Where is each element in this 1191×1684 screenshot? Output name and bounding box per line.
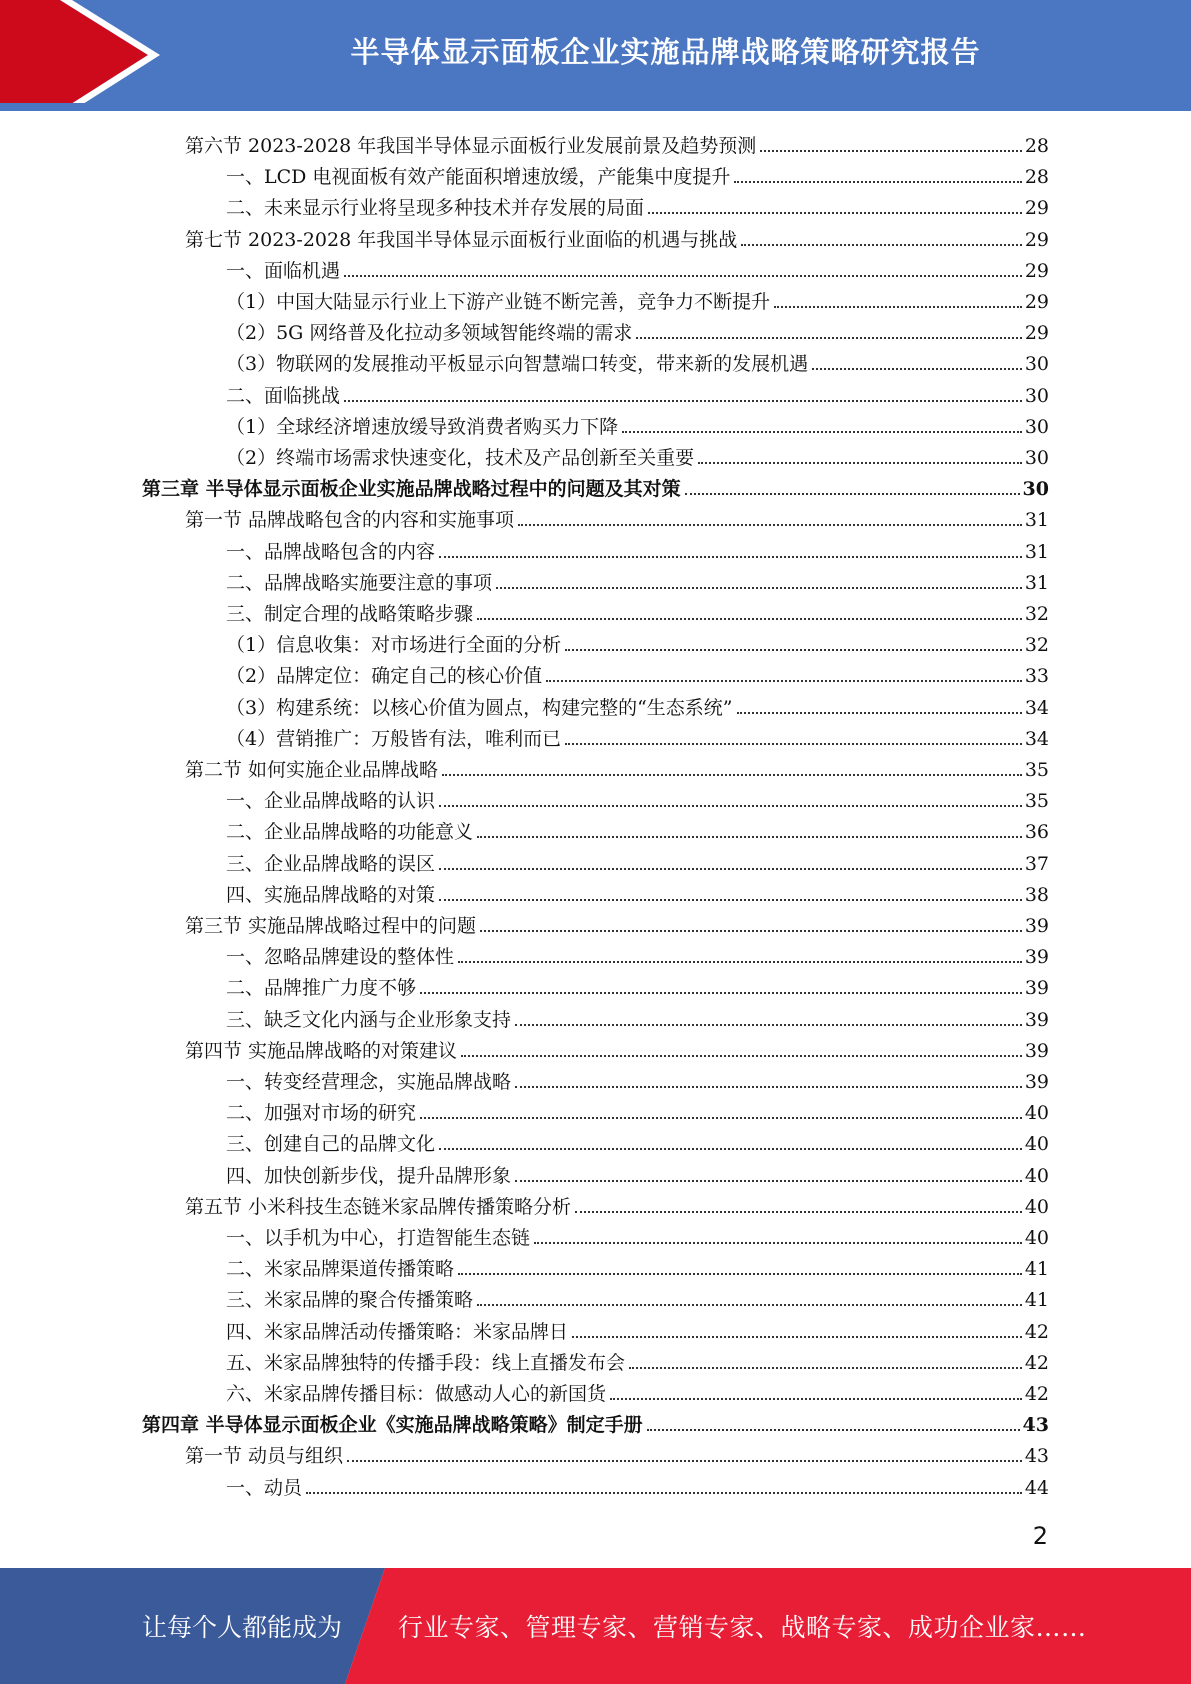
toc-leader-dots [344, 274, 1022, 277]
toc-leader-dots [610, 1397, 1022, 1400]
toc-leader-dots [477, 1303, 1022, 1306]
toc-entry-title: 一、动员 [226, 1476, 303, 1499]
footer-slogan-left: 让每个人都能成为 [142, 1613, 343, 1642]
toc-entry-title: 第四章 半导体显示面板企业《实施品牌战略策略》制定手册 [142, 1414, 643, 1437]
footer-slogan-right: 行业专家、管理专家、营销专家、战略专家、成功企业家…… [398, 1613, 1087, 1642]
toc-entry-page: 41 [1024, 1289, 1049, 1312]
toc-entry[interactable] [226, 1094, 1049, 1125]
toc-entry[interactable] [226, 1469, 1049, 1500]
toc-leader-dots [812, 367, 1022, 370]
toc-entry[interactable] [226, 283, 1049, 314]
toc-entry[interactable] [226, 1125, 1049, 1156]
toc-entry-title: 第三节 实施品牌战略过程中的问题 [185, 915, 477, 937]
toc-entry[interactable] [226, 720, 1049, 751]
toc-entry[interactable] [185, 501, 1049, 532]
toc-entry-title: 三、企业品牌战略的误区 [226, 852, 436, 875]
toc-entry[interactable] [226, 876, 1049, 907]
toc-leader-dots [439, 898, 1022, 901]
toc-entry-page: 39 [1024, 1008, 1049, 1031]
toc-chapter-entry[interactable] [142, 470, 1049, 501]
toc-leader-dots [480, 929, 1022, 932]
toc-leader-dots [515, 1085, 1022, 1088]
toc-entry-title: （3）物联网的发展推动平板显示向智慧端口转变，带来新的发展机遇 [226, 353, 809, 376]
toc-entry[interactable] [226, 377, 1049, 408]
toc-entry-page: 32 [1024, 603, 1049, 625]
toc-entry-title: 第四节 实施品牌战略的对策建议 [185, 1039, 458, 1062]
toc-entry[interactable] [226, 1157, 1049, 1188]
toc-leader-dots [477, 617, 1022, 620]
toc-entry-page: 35 [1024, 790, 1049, 813]
toc-leader-dots [420, 1116, 1022, 1119]
toc-entry-page: 29 [1024, 259, 1049, 282]
toc-entry-page: 33 [1024, 665, 1049, 688]
toc-entry-title: （1）中国大陆显示行业上下游产业链不断完善，竞争力不断提升 [226, 291, 771, 313]
toc-entry[interactable] [226, 533, 1049, 564]
toc-entry-title: 一、品牌战略包含的内容 [226, 540, 436, 563]
toc-entry-title: 一、LCD 电视面板有效产能面积增速放缓，产能集中度提升 [226, 166, 731, 189]
toc-entry-title: 四、米家品牌活动传播策略：米家品牌日 [226, 1320, 569, 1343]
toc-entry[interactable] [226, 252, 1049, 283]
toc-entry-title: 二、米家品牌渠道传播策略 [226, 1258, 455, 1281]
toc-entry-page: 30 [1024, 353, 1049, 376]
toc-entry-title: 二、企业品牌战略的功能意义 [226, 821, 474, 844]
toc-entry-page: 35 [1024, 759, 1049, 781]
toc-leader-dots [461, 1054, 1022, 1057]
toc-entry-page: 31 [1024, 540, 1049, 563]
toc-entry-title: （1）信息收集：对市场进行全面的分析 [226, 634, 562, 657]
toc-entry-title: （3）构建系统：以核心价值为圆点，构建完整的“生态系统” [226, 696, 733, 719]
toc-entry-page: 39 [1024, 977, 1049, 1000]
toc-entry-title: 二、未来显示行业将呈现多种技术并存发展的局面 [226, 197, 645, 220]
toc-entry[interactable] [185, 907, 1049, 938]
toc-leader-dots [737, 711, 1022, 714]
toc-entry[interactable] [226, 657, 1049, 688]
toc-entry-title: 第一节 品牌战略包含的内容和实施事项 [185, 509, 515, 532]
toc-entry-title: 一、忽略品牌建设的整体性 [226, 946, 455, 969]
toc-entry[interactable] [226, 813, 1049, 844]
toc-entry-page: 43 [1022, 1414, 1049, 1437]
toc-leader-dots [685, 492, 1020, 495]
toc-leader-dots [774, 305, 1022, 308]
toc-leader-dots [648, 211, 1022, 214]
toc-leader-dots [760, 149, 1022, 152]
toc-entry-title: （2）5G 网络普及化拉动多领域智能终端的需求 [226, 322, 633, 345]
toc-entry[interactable] [226, 1250, 1049, 1281]
toc-entry-page: 39 [1024, 1071, 1049, 1093]
toc-entry[interactable] [226, 1313, 1049, 1344]
toc-entry-title: 二、品牌推广力度不够 [226, 977, 417, 1000]
toc-leader-dots [306, 1491, 1022, 1494]
toc-leader-dots [439, 867, 1022, 870]
toc-entry[interactable] [185, 1437, 1049, 1468]
toc-entry-page: 34 [1024, 727, 1049, 750]
toc-entry-title: 第五节 小米科技生态链米家品牌传播策略分析 [185, 1195, 572, 1218]
toc-entry[interactable] [226, 564, 1049, 595]
toc-entry-page: 31 [1024, 509, 1049, 532]
toc-entry[interactable] [226, 595, 1049, 626]
toc-leader-dots [515, 1023, 1022, 1026]
toc-entry[interactable] [226, 969, 1049, 1000]
toc-entry[interactable] [226, 439, 1049, 470]
toc-leader-dots [565, 742, 1022, 745]
toc-entry-page: 42 [1024, 1320, 1049, 1343]
toc-leader-dots [515, 1179, 1022, 1182]
toc-entry[interactable] [226, 1375, 1049, 1406]
toc-leader-dots [442, 773, 1022, 776]
toc-entry-page: 30 [1024, 447, 1049, 469]
toc-entry-page: 31 [1024, 571, 1049, 594]
toc-entry[interactable] [226, 626, 1049, 657]
toc-entry-title: 四、实施品牌战略的对策 [226, 883, 436, 906]
toc-leader-dots [458, 1272, 1022, 1275]
toc-entry-page: 28 [1024, 135, 1049, 157]
toc-leader-dots [629, 1366, 1022, 1369]
toc-chapter-entry[interactable] [142, 1406, 1049, 1437]
toc-entry-page: 30 [1024, 415, 1049, 438]
toc-entry-title: 三、米家品牌的聚合传播策略 [226, 1289, 474, 1312]
toc-entry-title: 第二节 如何实施企业品牌战略 [185, 759, 439, 781]
toc-entry[interactable] [226, 1281, 1049, 1312]
toc-entry-page: 40 [1024, 1195, 1049, 1218]
toc-leader-dots [636, 336, 1021, 339]
toc-leader-dots [575, 1210, 1022, 1213]
toc-entry-page: 40 [1024, 1227, 1049, 1249]
report-title: 半导体显示面板企业实施品牌战略策略研究报告 [350, 34, 981, 69]
toc-entry[interactable] [226, 689, 1049, 720]
toc-entry[interactable] [226, 158, 1049, 189]
toc-entry[interactable] [226, 1001, 1049, 1032]
toc-entry[interactable] [226, 1344, 1049, 1375]
page-number: 2 [1032, 1522, 1048, 1550]
toc-leader-dots [622, 430, 1022, 433]
toc-entry-page: 39 [1024, 915, 1049, 937]
toc-entry-title: 五、米家品牌独特的传播手段：线上直播发布会 [226, 1351, 626, 1374]
toc-entry-title: （1）全球经济增速放缓导致消费者购买力下降 [226, 415, 619, 438]
toc-entry-page: 37 [1024, 852, 1049, 875]
toc-leader-dots [439, 555, 1022, 558]
toc-entry-title: 一、转变经营理念，实施品牌战略 [226, 1071, 512, 1093]
toc-entry-page: 40 [1024, 1164, 1049, 1187]
toc-entry-page: 30 [1024, 384, 1049, 407]
toc-leader-dots [534, 1241, 1022, 1244]
toc-leader-dots [439, 804, 1022, 807]
toc-leader-dots [565, 648, 1022, 651]
toc-entry-page: 41 [1024, 1258, 1049, 1281]
toc-entry-page: 32 [1024, 634, 1049, 657]
toc-entry-page: 38 [1024, 883, 1049, 906]
toc-entry-page: 36 [1024, 821, 1049, 844]
toc-leader-dots [496, 586, 1022, 589]
toc-entry-page: 29 [1024, 291, 1049, 313]
toc-leader-dots [439, 1147, 1022, 1150]
toc-leader-dots [572, 1335, 1022, 1338]
toc-entry[interactable] [226, 782, 1049, 813]
toc-entry-title: 一、面临机遇 [226, 259, 341, 282]
toc-leader-dots [477, 835, 1022, 838]
toc-leader-dots [518, 523, 1022, 526]
toc-leader-dots [347, 1459, 1022, 1462]
toc-entry-title: 六、米家品牌传播目标：做感动人心的新国货 [226, 1383, 607, 1405]
toc-entry-title: 第六节 2023-2028 年我国半导体显示面板行业发展前景及趋势预测 [185, 135, 757, 157]
toc-leader-dots [458, 960, 1022, 963]
toc-entry[interactable] [185, 221, 1049, 252]
toc-entry-page: 28 [1024, 166, 1049, 189]
toc-entry-title: 一、企业品牌战略的认识 [226, 790, 436, 813]
toc-entry[interactable] [226, 1063, 1049, 1094]
toc-leader-dots [546, 679, 1022, 682]
toc-leader-dots [698, 461, 1022, 464]
toc-entry-title: 一、以手机为中心，打造智能生态链 [226, 1227, 531, 1249]
toc-entry-page: 44 [1024, 1476, 1049, 1499]
page-footer [0, 1568, 1191, 1684]
toc-entry-page: 39 [1024, 946, 1049, 969]
toc-entry-title: 三、创建自己的品牌文化 [226, 1133, 436, 1156]
toc-entry[interactable] [185, 1032, 1049, 1063]
toc-entry-page: 40 [1024, 1133, 1049, 1156]
page-header [0, 0, 1191, 111]
toc-entry[interactable] [185, 1188, 1049, 1219]
toc-entry[interactable] [226, 938, 1049, 969]
toc-entry-title: （2）终端市场需求快速变化，技术及产品创新至关重要 [226, 447, 695, 469]
toc-leader-dots [734, 180, 1021, 183]
toc-entry-page: 34 [1024, 696, 1049, 719]
toc-entry-page: 29 [1024, 322, 1049, 345]
toc-entry[interactable] [185, 751, 1049, 782]
toc-entry[interactable] [226, 189, 1049, 220]
toc-entry[interactable] [226, 345, 1049, 376]
toc-entry-title: 第一节 动员与组织 [185, 1445, 344, 1468]
toc-entry[interactable] [226, 408, 1049, 439]
toc-entry-title: 三、缺乏文化内涵与企业形象支持 [226, 1008, 512, 1031]
toc-entry-page: 43 [1024, 1445, 1049, 1468]
toc-entry-title: 第七节 2023-2028 年我国半导体显示面板行业面临的机遇与挑战 [185, 228, 738, 251]
toc-entry-title: 第三章 半导体显示面板企业实施品牌战略过程中的问题及其对策 [142, 478, 681, 501]
toc-leader-dots [344, 399, 1022, 402]
toc-entry-page: 30 [1022, 478, 1049, 501]
toc-entry-title: （2）品牌定位：确定自己的核心价值 [226, 665, 543, 688]
toc-entry-page: 29 [1024, 228, 1049, 251]
toc-entry-page: 42 [1024, 1383, 1049, 1405]
toc-entry-title: 三、制定合理的战略策略步骤 [226, 603, 474, 625]
toc-entry[interactable] [226, 845, 1049, 876]
toc-entry-title: 四、加快创新步伐，提升品牌形象 [226, 1164, 512, 1187]
toc-entry[interactable] [226, 1219, 1049, 1250]
toc-leader-dots [741, 243, 1022, 246]
toc-entry-page: 40 [1024, 1102, 1049, 1125]
toc-leader-dots [647, 1428, 1020, 1431]
toc-entry-title: 二、加强对市场的研究 [226, 1102, 417, 1125]
toc-leader-dots [420, 991, 1022, 994]
toc-entry-title: 二、面临挑战 [226, 384, 341, 407]
toc-entry-title: （4）营销推广：万般皆有法，唯利而已 [226, 727, 562, 750]
toc-entry[interactable] [185, 127, 1049, 158]
toc-entry-page: 29 [1024, 197, 1049, 220]
toc-entry-title: 二、品牌战略实施要注意的事项 [226, 571, 493, 594]
toc-entry[interactable] [226, 314, 1049, 345]
toc-entry-page: 39 [1024, 1039, 1049, 1062]
toc-entry-page: 42 [1024, 1351, 1049, 1374]
